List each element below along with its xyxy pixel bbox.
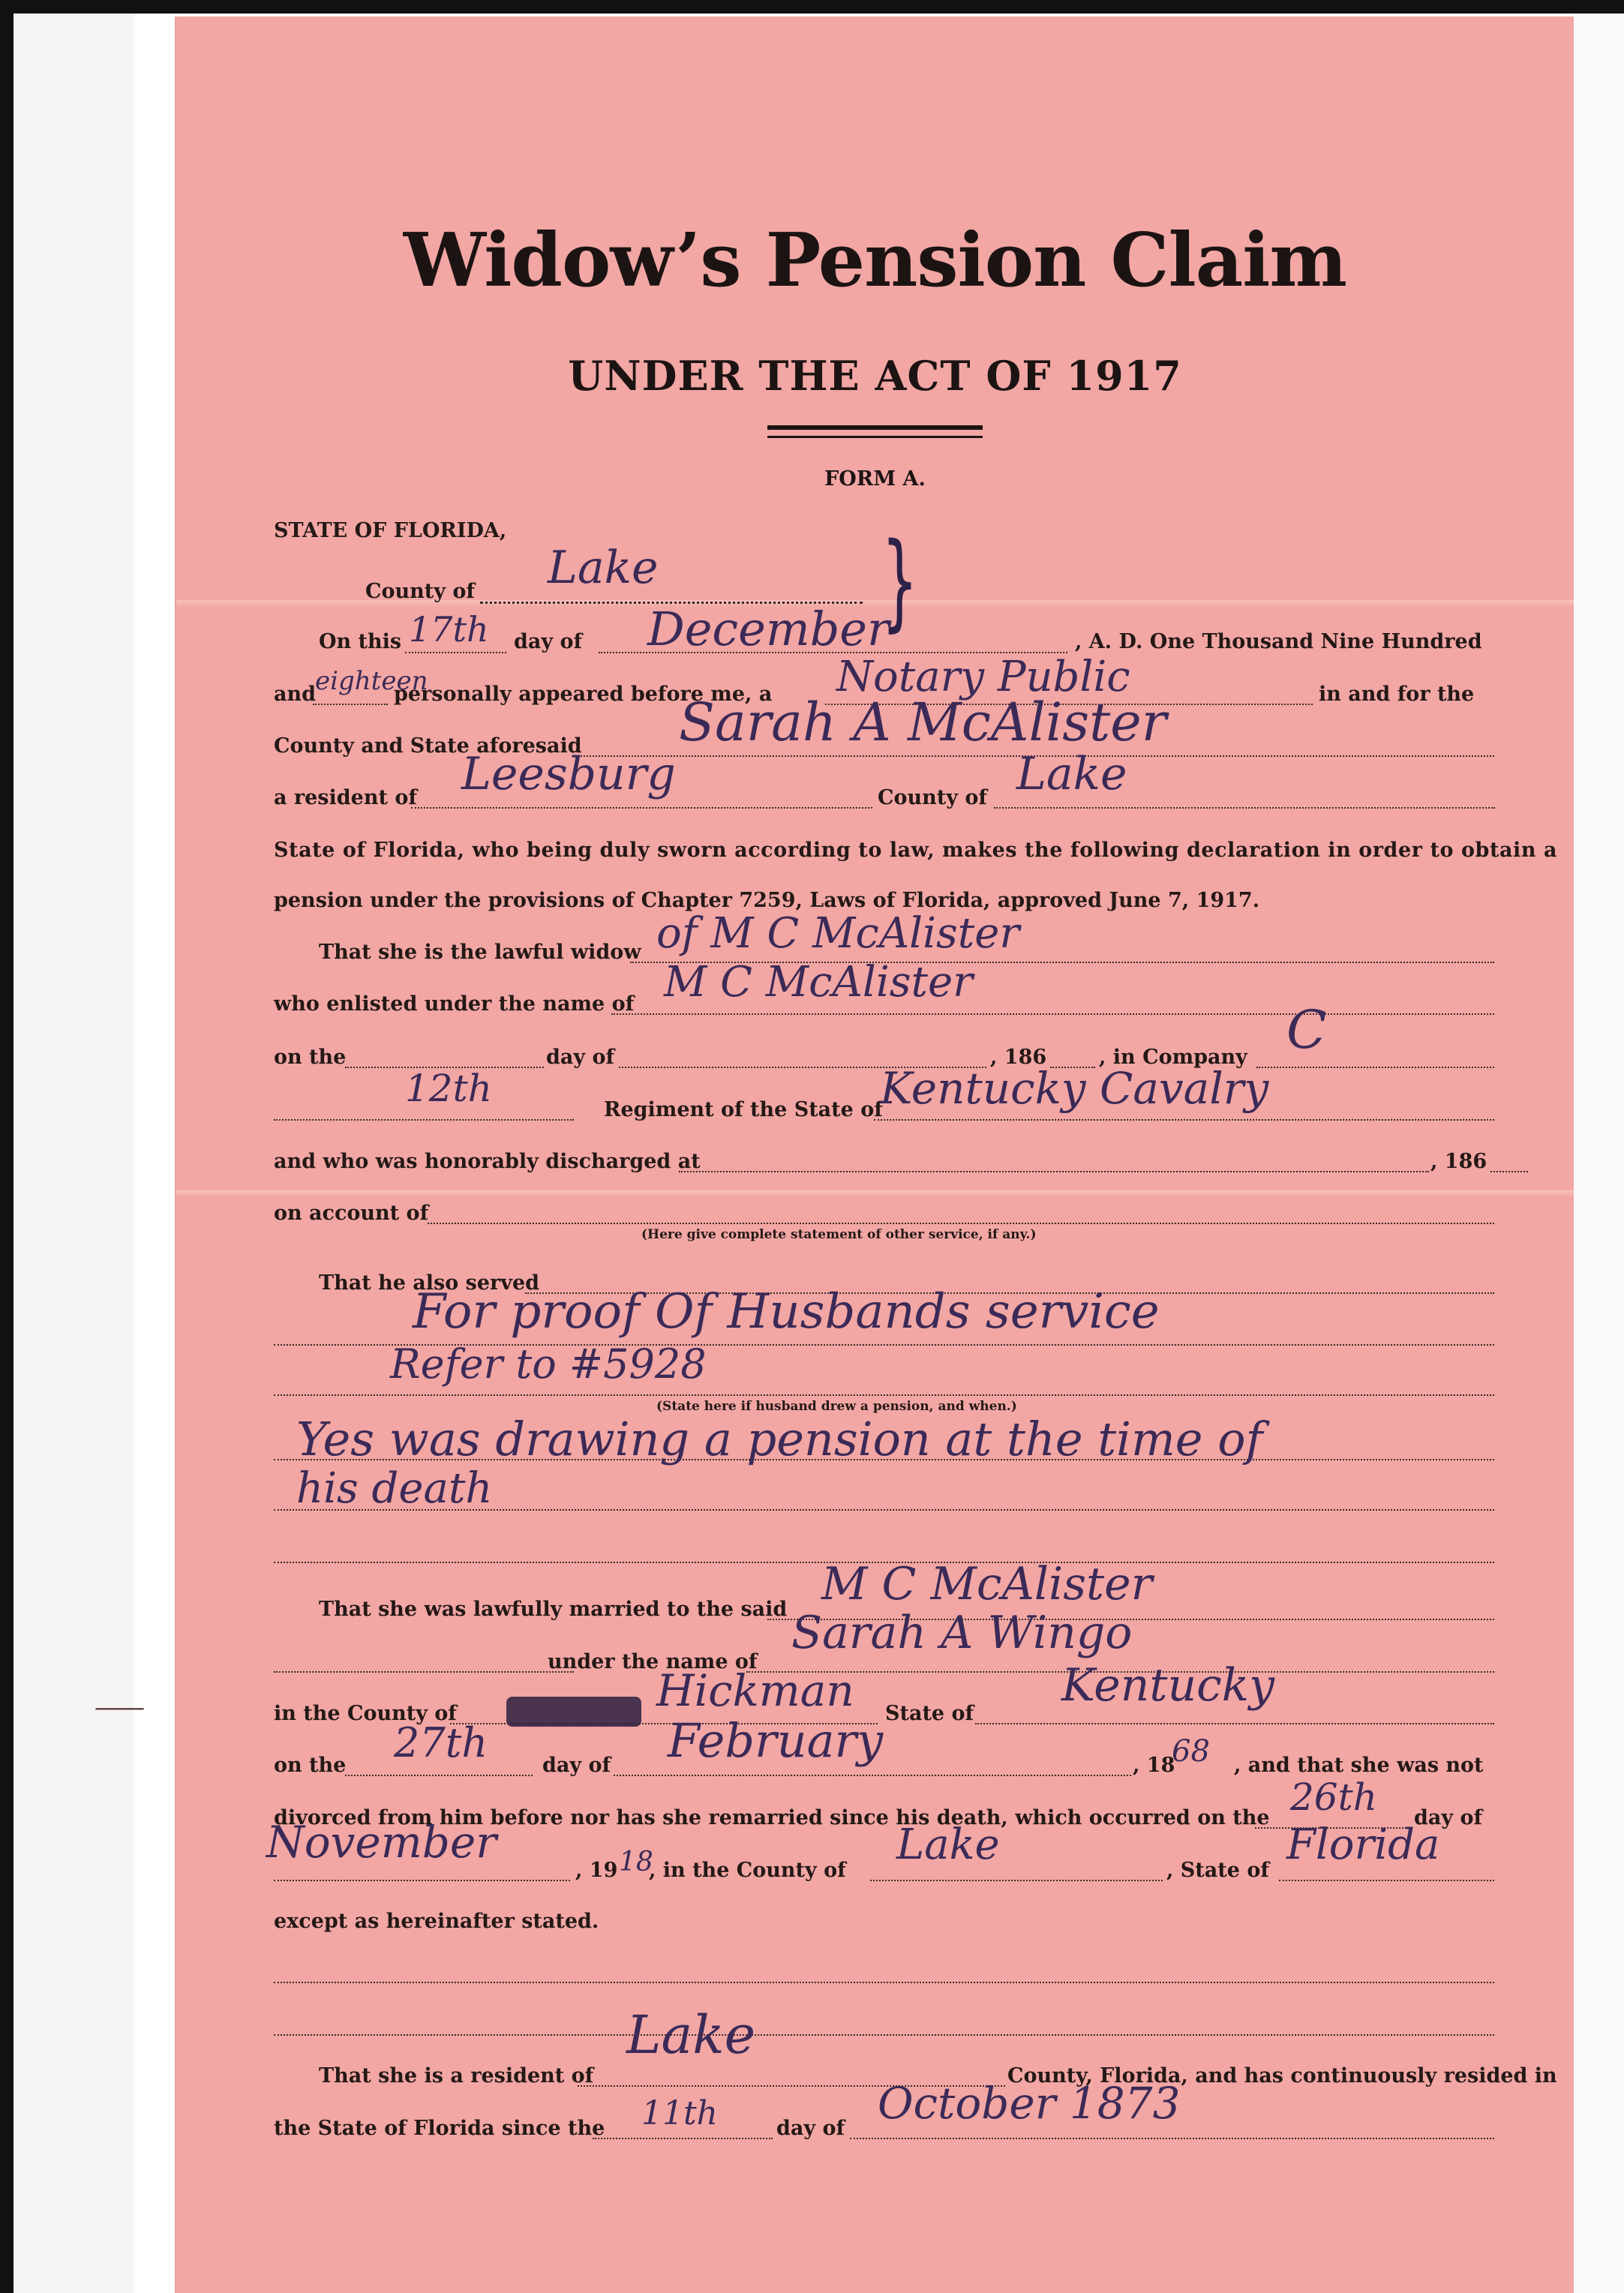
death-year-value: 18	[619, 1847, 653, 1877]
on-this-label: On this	[319, 630, 402, 653]
since-date-value: October 1873	[878, 2078, 1181, 2129]
enlisted-label: who enlisted under the name of	[274, 992, 635, 1016]
discharged-year: , 186	[1430, 1150, 1487, 1173]
married-value: M C McAlister	[821, 1558, 1153, 1610]
discharged-year-line	[1490, 1171, 1528, 1172]
death-day-value: 26th	[1290, 1775, 1377, 1819]
death-state-line	[1279, 1880, 1494, 1881]
year-line	[313, 704, 388, 705]
regiment-value: 12th	[405, 1067, 492, 1110]
company-line	[1256, 1067, 1494, 1068]
name-line	[274, 1671, 574, 1673]
except-text: except as hereinafter stated.	[274, 1910, 599, 1933]
and-label: and	[274, 683, 317, 706]
divorced-text: divorced from him before nor has she remarried since his death, which occurred on the	[274, 1806, 1270, 1829]
marriage-state-label: State of	[885, 1702, 974, 1725]
pension-note: (State here if husband drew a pension, and when.)	[656, 1399, 1017, 1414]
maiden-name-value: Sarah A Wingo	[791, 1607, 1133, 1659]
except-line	[274, 2034, 1494, 2036]
county-value: Lake	[548, 542, 659, 594]
scan-border-top	[0, 0, 1624, 14]
also-served-label: That he also served	[319, 1271, 540, 1295]
resided-text: County, Florida, and has continuously resided in	[1007, 2064, 1557, 2087]
company-value: C	[1286, 999, 1327, 1061]
form-subtitle: UNDER THE ACT OF 1917	[568, 352, 1182, 400]
scan-margin-left	[14, 14, 134, 2293]
declaration-text: State of Florida, who being duly sworn according to law, makes the following declaration in order to obtain a	[274, 839, 1558, 862]
on-the-label: on the	[274, 1046, 347, 1069]
regiment-label: Regiment of the State of	[604, 1098, 883, 1121]
pension-value: his death	[296, 1464, 493, 1513]
widow-value: of M C McAlister	[656, 909, 1020, 958]
discharged-label: and who was honorably discharged at	[274, 1150, 701, 1173]
strikeout-mark	[506, 1697, 641, 1727]
scan-margin-right	[1574, 14, 1624, 2293]
resident-label: That she is a resident of	[319, 2064, 594, 2087]
regiment-state-value: Kentucky Cavalry	[880, 1063, 1269, 1114]
service-note: (Here give complete statement of other service, if any.)	[641, 1227, 1037, 1242]
marriage-county-label: in the County of	[274, 1702, 457, 1725]
also-served-value: For proof Of Husbands service	[413, 1284, 1160, 1340]
month-value: December	[647, 602, 890, 656]
company-label: , in Company	[1099, 1046, 1247, 1069]
regiment-state-line	[874, 1119, 1494, 1121]
day-of-label: day of	[514, 630, 583, 653]
year-prefix: , 186	[990, 1046, 1047, 1069]
account-line	[428, 1223, 1494, 1224]
day-of-label: day of	[1414, 1806, 1483, 1829]
claimant-value: Sarah A McAlister	[679, 692, 1167, 753]
marriage-state-line	[975, 1723, 1494, 1724]
ad-text: , A. D. One Thousand Nine Hundred	[1075, 630, 1482, 653]
marriage-county-value: Hickman	[656, 1665, 854, 1716]
marriage-day-value: 27th	[394, 1719, 488, 1766]
margin-mark: ⸺	[92, 1690, 143, 1724]
death-county-label: , in the County of	[649, 1859, 846, 1882]
year-value: eighteen	[315, 666, 428, 696]
since-day-line	[593, 2138, 773, 2139]
death-month-line	[274, 1880, 570, 1881]
also-served-value: Refer to #5928	[390, 1340, 707, 1388]
form-title: Widow’s Pension Claim	[403, 218, 1347, 304]
residence-line	[411, 807, 872, 809]
day-of-label: day of	[546, 1046, 615, 1069]
marriage-month-value: February	[668, 1713, 884, 1768]
appeared-text: personally appeared before me, a	[394, 683, 773, 706]
day-value: 17th	[409, 609, 489, 650]
death-county-value: Lake	[896, 1820, 1000, 1869]
also-served-line	[274, 1394, 1494, 1396]
county-of-label: County of	[878, 786, 987, 809]
account-label: on account of	[274, 1202, 429, 1225]
since-day-value: 11th	[641, 2094, 719, 2132]
resident-value: Lake	[626, 2004, 756, 2066]
title-rule	[767, 425, 983, 430]
resident-of-label: a resident of	[274, 786, 417, 809]
venue-brace: }	[881, 521, 919, 643]
death-month-value: November	[266, 1817, 497, 1868]
marriage-day-line	[345, 1775, 533, 1776]
discharged-line	[679, 1171, 1429, 1172]
pension-value: Yes was drawing a pension at the time of	[296, 1412, 1263, 1466]
death-year-prefix: , 19	[575, 1859, 618, 1882]
married-label: That she was lawfully married to the said	[319, 1598, 788, 1621]
official-value: Notary Public	[836, 653, 1130, 701]
marriage-state-value: Kentucky	[1061, 1659, 1274, 1712]
enlisted-line	[611, 1013, 1494, 1015]
paper-fold	[176, 1190, 1574, 1198]
death-state-value: Florida	[1286, 1820, 1440, 1869]
scan-border-left	[0, 0, 14, 2293]
on-the-label: on the	[274, 1754, 347, 1777]
title-rule	[767, 436, 983, 438]
residence-value: Leesburg	[461, 748, 676, 800]
marriage-month-line	[614, 1775, 1131, 1776]
since-label: the State of Florida since the	[274, 2117, 605, 2140]
state-label: STATE OF FLORIDA,	[274, 519, 507, 542]
form-label: FORM A.	[824, 467, 926, 491]
death-county-line	[870, 1880, 1163, 1881]
county-state-label: County and State aforesaid	[274, 734, 582, 758]
death-state-label: , State of	[1166, 1859, 1269, 1882]
widow-label: That she is the lawful widow	[319, 941, 641, 964]
except-line	[274, 1982, 1494, 1983]
res-county-line	[994, 807, 1495, 809]
day-of-label: day of	[776, 2117, 845, 2140]
marriage-year-prefix: , 18	[1133, 1754, 1175, 1777]
regiment-line	[274, 1119, 574, 1121]
not-divorced-text: , and that she was not	[1234, 1754, 1484, 1777]
in-and-for-text: in and for the	[1319, 683, 1475, 706]
pension-claim-form	[92, 17, 1574, 2293]
county-label: County of	[365, 580, 475, 603]
day-line	[405, 652, 506, 653]
declaration-text: pension under the provisions of Chapter 7259, Laws of Florida, approved June 7, 1917.	[274, 889, 1260, 912]
enlisted-value: M C McAlister	[664, 958, 973, 1007]
day-of-label: day of	[542, 1754, 611, 1777]
since-date-line	[850, 2138, 1494, 2139]
maiden-name-label: under the name of	[548, 1650, 758, 1673]
marriage-year-value: 68	[1172, 1734, 1210, 1769]
res-county-value: Lake	[1016, 748, 1127, 800]
